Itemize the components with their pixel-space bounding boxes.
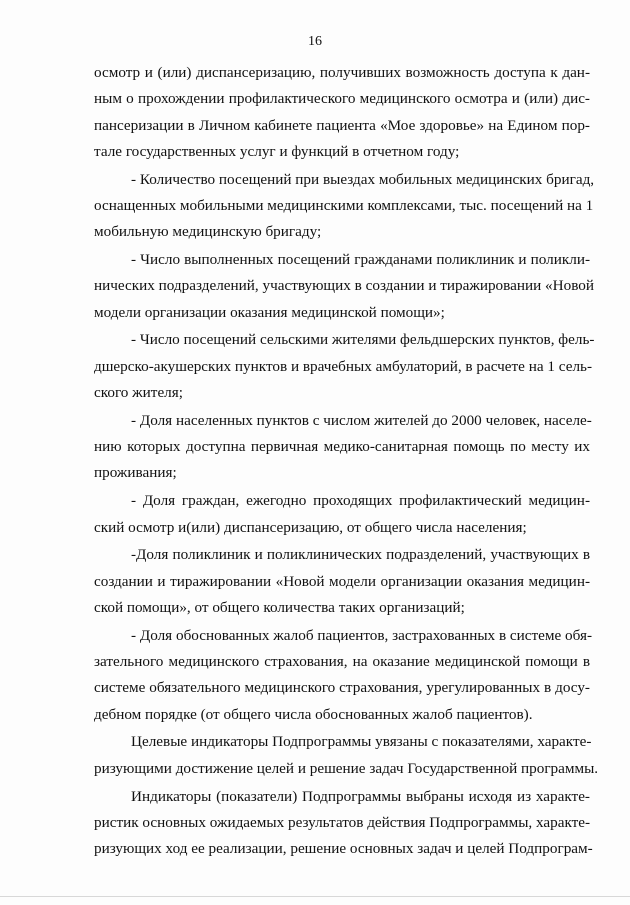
text-line: осмотр и (или) диспансеризацию, получивших возможность доступа к дан-: [94, 64, 590, 81]
scan-bottom-edge: [0, 896, 630, 897]
text-line: создании и тиражировании «Новой модели организации оказания медицин-: [94, 572, 590, 590]
text-line: ристик основных ожидаемых результатов действия Подпрограммы, характе-: [94, 813, 591, 831]
text-line: Индикаторы (показатели) Подпрограммы выбраны исходя из характе-: [131, 787, 590, 805]
text-line: ным о прохождении профилактического медицинского осмотра и (или) дис-: [94, 90, 590, 108]
text-line: ризующими достижение целей и решение задач Государственной программы.: [94, 759, 599, 777]
text-line: системе обязательного медицинского страхования, урегулированных в досу-: [94, 679, 590, 697]
text-line: тале государственных услуг и функций в отчетном году;: [94, 142, 460, 160]
text-line: - Доля населенных пунктов с числом жителей до 2000 человек, населе-: [131, 411, 592, 429]
text-line: ского жителя;: [94, 384, 183, 402]
text-line: зательного медицинского страхования, на оказание медицинской помощи в: [94, 653, 590, 671]
text-line: Целевые индикаторы Подпрограммы увязаны с показателями, характе-: [131, 733, 592, 751]
text-line: - Доля граждан, ежегодно проходящих профилактический медицин-: [131, 492, 590, 510]
text-line: проживания;: [94, 464, 177, 482]
text-line: модели организации оказания медицинской помощи»;: [94, 303, 445, 321]
text-line: мобильную медицинскую бригаду;: [94, 223, 322, 241]
text-line: дебном порядке (от общего числа обоснованных жалоб пациентов).: [94, 705, 533, 723]
text-line: ской помощи», от общего количества таких организаций;: [94, 598, 465, 616]
page-number: 16: [308, 34, 322, 49]
text-line: - Число выполненных посещений гражданами поликлиник и поликли-: [131, 251, 590, 269]
text-line: оснащенных мобильными медицинскими комплексами, тыс. посещений на 1: [94, 196, 594, 214]
text-line: дшерско-акушерских пунктов и врачебных амбулаторий, в расчете на 1 сель-: [94, 357, 593, 375]
text-line: ский осмотр и(или) диспансеризацию, от общего числа населения;: [94, 518, 527, 536]
text-line: - Количество посещений при выездах мобильных медицинских бригад,: [131, 170, 595, 188]
text-line: -Доля поликлиник и поликлинических подразделений, участвующих в: [131, 546, 590, 564]
text-line: нию которых доступна первичная медико-санитарная помощь по месту их: [94, 438, 590, 456]
text-line: - Число посещений сельскими жителями фельдшерских пунктов, фель-: [131, 331, 595, 349]
text-line: пансеризации в Личном кабинете пациента «Мое здоровье» на Едином пор-: [94, 116, 590, 134]
document-body: [94, 60, 599, 862]
text-line: нических подразделений, участвующих в создании и тиражировании «Новой: [94, 277, 594, 295]
text-line: ризующих ход ее реализации, решение основных задач и целей Подпрограм-: [94, 840, 593, 858]
text-line: - Доля обоснованных жалоб пациентов, застрахованных в системе обя-: [131, 626, 593, 644]
